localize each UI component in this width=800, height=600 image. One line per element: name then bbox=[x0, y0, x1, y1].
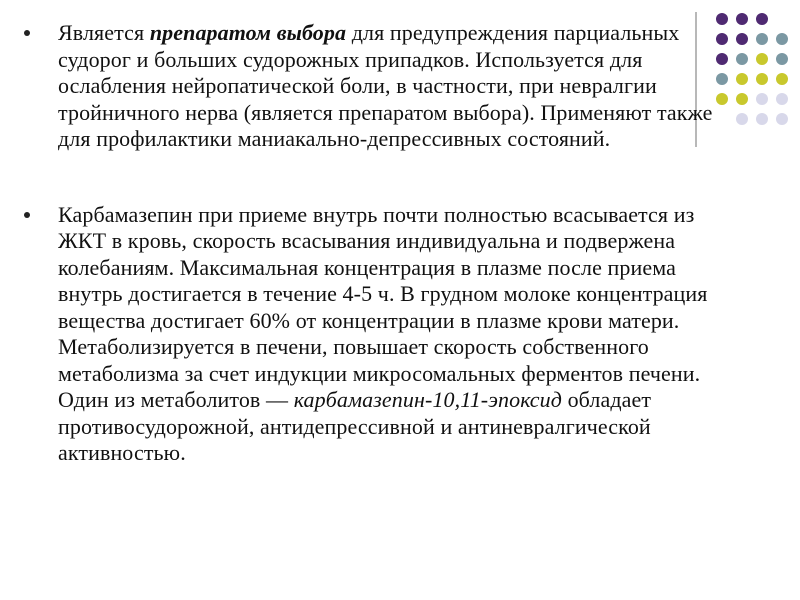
decorative-dot bbox=[716, 53, 728, 65]
decorative-dot bbox=[756, 53, 768, 65]
decorative-dot bbox=[736, 13, 748, 25]
decorative-dot bbox=[756, 113, 768, 125]
decorative-dot bbox=[716, 73, 728, 85]
paragraph-text: обладает противосудорожной, антидепрессивной и антиневралгической активностью. bbox=[58, 387, 652, 465]
paragraph-text: Карбамазепин при приеме внутрь почти полностью всасывается из ЖКТ в кровь, скорость всасывания индивидуальна и подвержена колебаниям. Максимальная концентрация в плазме после приема внутрь достигается в течение 4-5 ч. В грудном молоке концентрация вещества достигает 60% от концентрации в плазме крови матери. Метаболизируется в печени, повышает скорость собственного метаболизма за счет индукции микросомальных ферментов печени. Один из метаболитов — bbox=[58, 201, 708, 412]
decorative-dot bbox=[776, 73, 788, 85]
decorative-dot bbox=[756, 93, 768, 105]
decorative-dot bbox=[736, 93, 748, 105]
decorative-dot bbox=[716, 93, 728, 105]
decorative-dot bbox=[716, 33, 728, 45]
decorative-dot bbox=[756, 13, 768, 25]
decorative-dot bbox=[716, 13, 728, 25]
paragraph-text: для предупреждения парциальных судорог и больших судорожных припадков. Используется для ослабления нейропатической боли, в частности, при невралгии тройничного нерва (является препаратом выбора). Применяют также для профилактики маниакально-депрессивных состояний. bbox=[58, 20, 713, 151]
emphasis-text: препаратом выбора bbox=[149, 20, 347, 45]
decorative-dot bbox=[776, 33, 788, 45]
decorative-dot bbox=[776, 93, 788, 105]
slide-body bbox=[24, 20, 714, 467]
decorative-dot bbox=[776, 53, 788, 65]
bullet-icon bbox=[24, 212, 30, 218]
decorative-dot bbox=[736, 33, 748, 45]
decorative-dot-grid bbox=[710, 10, 800, 130]
decorative-dot bbox=[776, 113, 788, 125]
decorative-dot bbox=[736, 113, 748, 125]
bullet-paragraph-pharmacokinetics bbox=[24, 202, 714, 467]
decorative-dot bbox=[756, 33, 768, 45]
bullet-paragraph-indications bbox=[24, 20, 714, 153]
bullet-icon bbox=[24, 30, 30, 36]
italic-text: карбамазепин-10,11-эпоксид bbox=[293, 387, 562, 412]
decorative-dot bbox=[756, 73, 768, 85]
decorative-dot bbox=[736, 73, 748, 85]
decorative-dot bbox=[736, 53, 748, 65]
paragraph-text: Является bbox=[58, 20, 150, 45]
